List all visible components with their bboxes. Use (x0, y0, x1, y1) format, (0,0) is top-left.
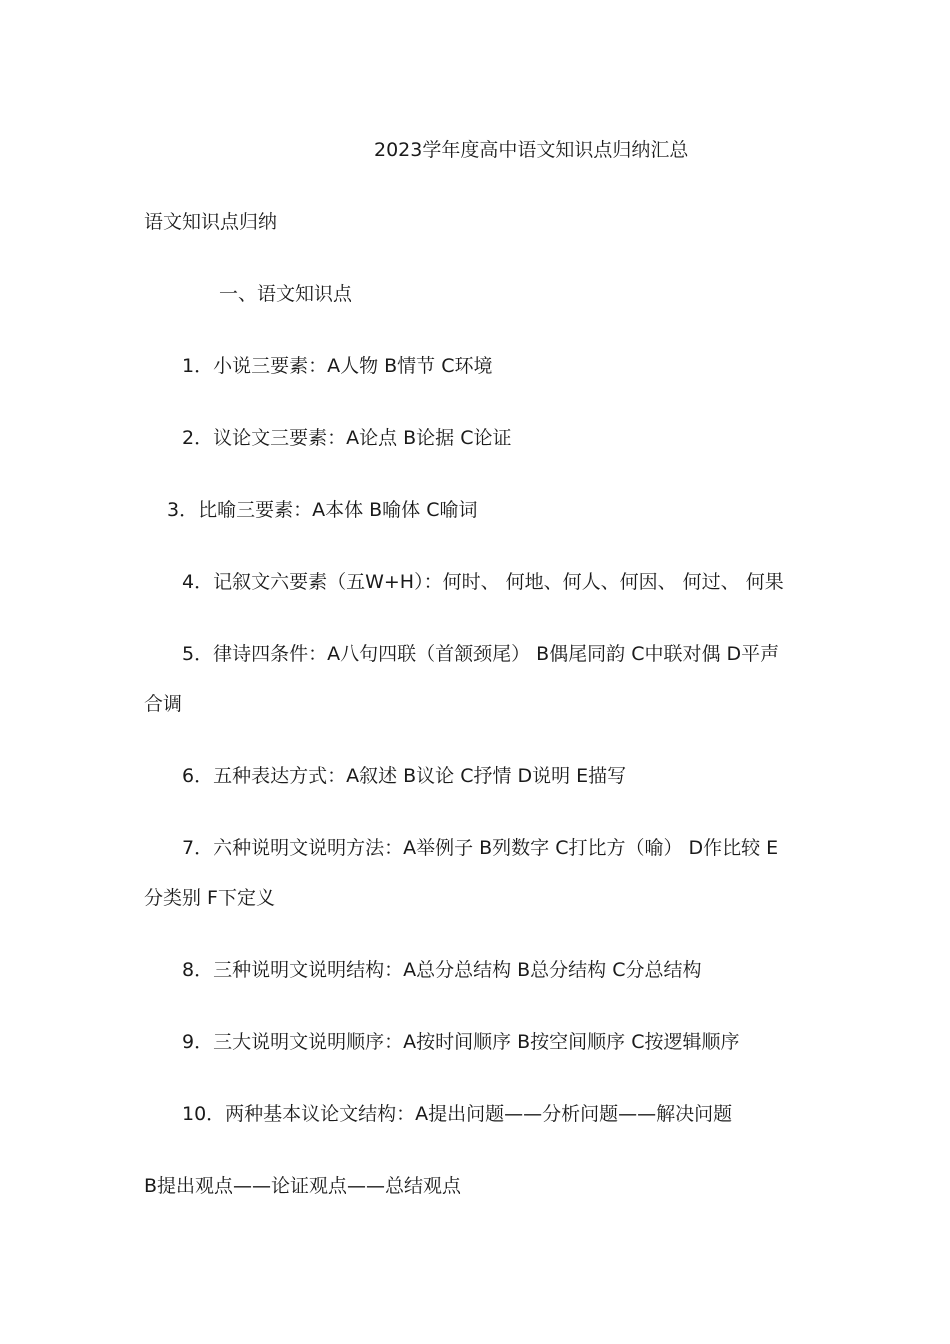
list-item: 4．记叙文六要素（五W+H）：何时、 何地、何人、何因、 何过、 何果 (182, 571, 784, 593)
list-item-continuation: 合调 (144, 693, 183, 715)
list-item: 5．律诗四条件：A八句四联（首颔颈尾） B偶尾同韵 C中联对偶 D平声 (182, 643, 780, 665)
section-heading: 一、语文知识点 (219, 283, 353, 305)
list-item: 7．六种说明文说明方法：A举例子 B列数字 C打比方（喻） D作比较 E (182, 837, 779, 859)
list-item: 9．三大说明文说明顺序：A按时间顺序 B按空间顺序 C按逻辑顺序 (182, 1031, 740, 1053)
document-subtitle: 语文知识点归纳 (144, 211, 278, 233)
list-item: 6．五种表达方式：A叙述 B议论 C抒情 D说明 E描写 (182, 765, 627, 787)
document-title: 2023学年度高中语文知识点归纳汇总 (374, 139, 689, 161)
list-item: 10．两种基本议论文结构：A提出问题——分析问题——解决问题 (182, 1103, 733, 1125)
list-item: 2．议论文三要素：A论点 B论据 C论证 (182, 427, 512, 449)
list-item: 8．三种说明文说明结构：A总分总结构 B总分结构 C分总结构 (182, 959, 702, 981)
list-item-continuation: B提出观点——论证观点——总结观点 (144, 1175, 462, 1197)
list-item: 3．比喻三要素：A本体 B喻体 C喻词 (167, 499, 478, 521)
list-item-continuation: 分类别 F下定义 (144, 887, 275, 909)
list-item: 1．小说三要素：A人物 B情节 C环境 (182, 355, 493, 377)
